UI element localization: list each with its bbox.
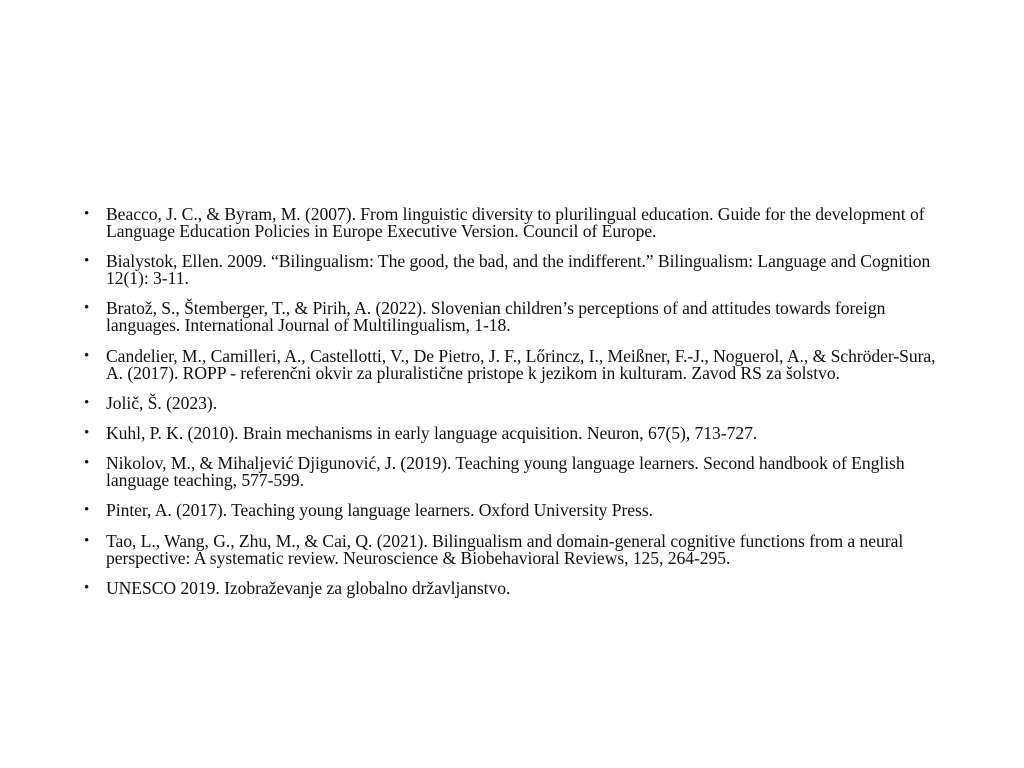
bullet-icon: •: [84, 347, 90, 364]
reference-text: UNESCO 2019. Izobraževanje za globalno državljanstvo.: [106, 577, 511, 598]
reference-item: [84, 300, 954, 334]
bullet-icon: •: [84, 579, 90, 596]
reference-item: [84, 577, 954, 598]
reference-item: [84, 345, 954, 383]
reference-text: Bratož, S., Štemberger, T., & Pirih, A. (2022). Slovenian children’s perceptions of and attitudes towards foreign languages. International Journal of Multilingualism, 1-18.: [106, 298, 886, 336]
reference-text: Beacco, J. C., & Byram, M. (2007). From linguistic diversity to plurilingual education. Guide for the development of Language Education Policies in Europe Executive Version. Council of Europe.: [106, 204, 925, 241]
reference-item: [84, 392, 954, 413]
reference-text: Bialystok, Ellen. 2009. “Bilingualism: The good, the bad, and the indifferent.” Bilingualism: Language and Cognition 12(1): 3-11.: [106, 251, 931, 289]
reference-item: [84, 502, 954, 519]
bullet-icon: •: [84, 502, 90, 519]
reference-list: [84, 206, 954, 610]
bullet-icon: •: [84, 424, 90, 441]
reference-text: Candelier, M., Camilleri, A., Castellotti, V., De Pietro, J. F., Lőrincz, I., Meißner, F.-J., Noguerol, A., & Schröder-Sura, A. (2017). ROPP - referenčni okvir za pluralistične pristope k jezikom in kulturam. Zavod RS za šolstvo.: [106, 345, 936, 383]
reference-item: [84, 455, 954, 489]
bullet-icon: •: [84, 300, 90, 317]
reference-item: [84, 530, 954, 568]
bullet-icon: •: [84, 394, 90, 411]
bullet-icon: •: [84, 206, 90, 222]
bullet-icon: •: [84, 532, 90, 549]
reference-text: Pinter, A. (2017). Teaching young language learners. Oxford University Press.: [106, 500, 653, 521]
reference-text: Jolič, Š. (2023).: [106, 392, 218, 413]
reference-text: Kuhl, P. K. (2010). Brain mechanisms in early language acquisition. Neuron, 67(5), 713-727.: [106, 422, 758, 443]
bullet-icon: •: [84, 253, 90, 270]
bullet-icon: •: [84, 455, 90, 472]
reference-text: Nikolov, M., & Mihaljević Djigunović, J. (2019). Teaching young language learners. Second handbook of English language teaching, 577-599.: [106, 453, 905, 491]
reference-text: Tao, L., Wang, G., Zhu, M., & Cai, Q. (2021). Bilingualism and domain-general cognitive functions from a neural perspective: A systematic review. Neuroscience & Biobehavioral Reviews, 125, 264-295.: [106, 530, 904, 568]
reference-item: [84, 422, 954, 443]
reference-item: [84, 253, 954, 287]
reference-item: [84, 206, 954, 240]
